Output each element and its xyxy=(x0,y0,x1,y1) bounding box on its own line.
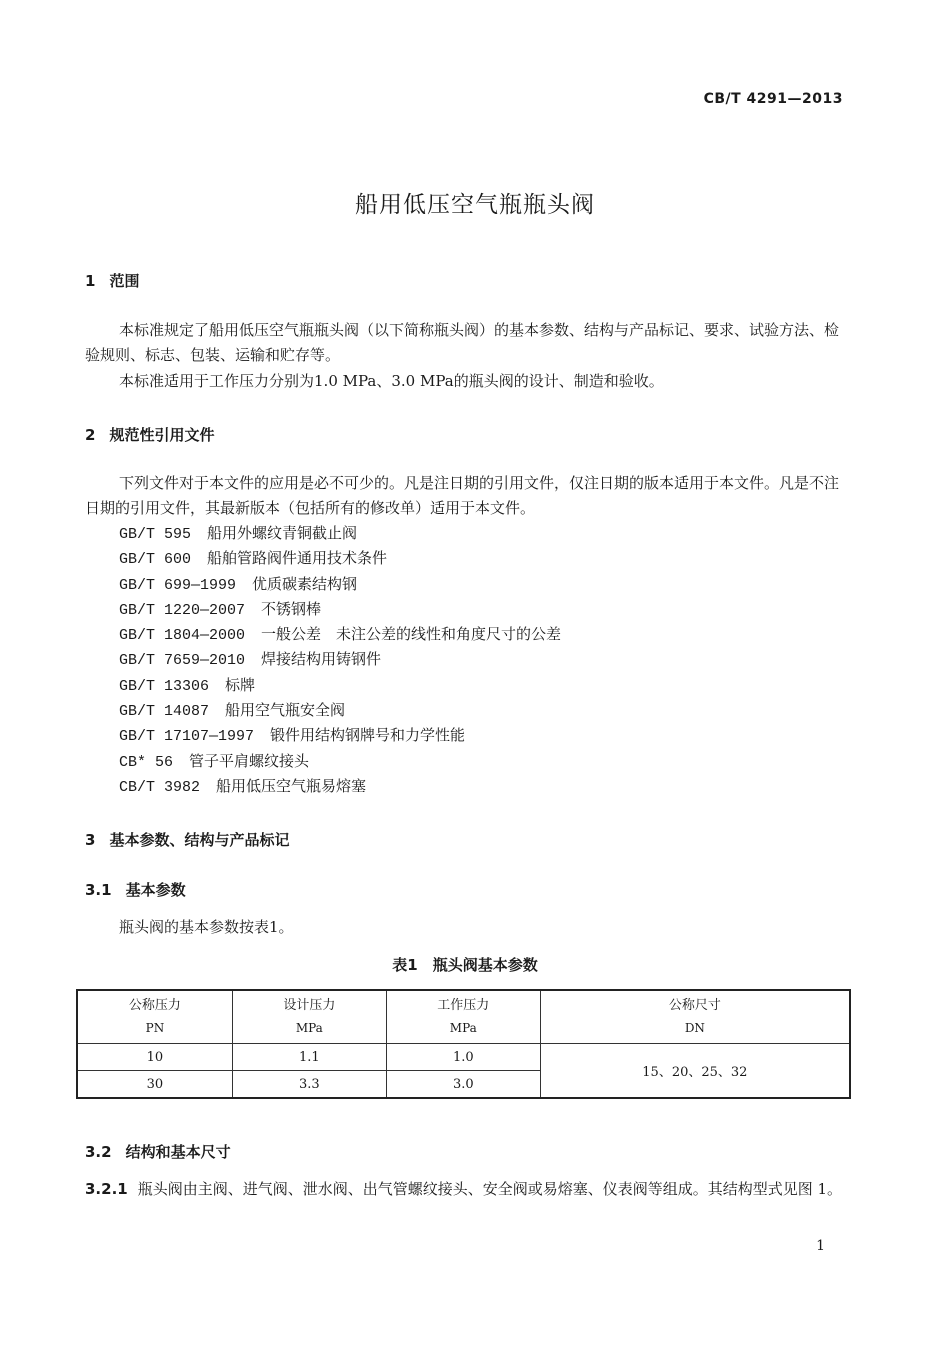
reference-code: GB/T 595 xyxy=(119,526,192,543)
header-unit: MPa xyxy=(449,1021,477,1035)
section-number: 2 xyxy=(85,426,96,444)
reference-item xyxy=(119,673,561,698)
header-unit: MPa xyxy=(295,1021,323,1035)
reference-item xyxy=(119,622,561,647)
table-cell-nominal-size-shared: 15、20、25、32 xyxy=(540,1044,850,1099)
reference-code: CB* 56 xyxy=(119,753,174,771)
section-title: 基本参数、结构与产品标记 xyxy=(109,831,290,849)
reference-code: GB/T 600 xyxy=(119,551,192,569)
reference-code: GB/T 17107—1997 xyxy=(119,728,255,746)
reference-title: 船舶管路阀件通用技术条件 xyxy=(207,549,388,568)
reference-code: GB/T 1220—2007 xyxy=(119,601,246,619)
header-label: 公称压力 xyxy=(128,998,181,1013)
clause-number: 3.2.1 xyxy=(85,1180,128,1198)
header-nominal-pressure xyxy=(77,990,232,1044)
section-number: 1 xyxy=(85,272,96,290)
header-label: 工作压力 xyxy=(437,998,490,1013)
section-number: 3 xyxy=(85,831,96,849)
reference-item xyxy=(119,774,561,799)
standard-code: CB/T 4291—2013 xyxy=(703,91,843,107)
page-number: 1 xyxy=(816,1238,825,1254)
reference-code: GB/T 13306 xyxy=(119,677,210,695)
reference-item xyxy=(119,546,561,571)
section-title: 规范性引用文件 xyxy=(109,426,215,444)
section-3-2-1-para xyxy=(85,1177,847,1202)
reference-title: 一般公差 未注公差的线性和角度尺寸的公差 xyxy=(261,625,562,644)
header-unit: DN xyxy=(684,1021,705,1035)
reference-title: 标牌 xyxy=(225,675,256,694)
table-row xyxy=(77,1044,850,1071)
table-1-basic-parameters xyxy=(76,989,851,1099)
reference-code: GB/T 1804—2000 xyxy=(119,627,246,645)
header-unit: PN xyxy=(145,1021,165,1035)
table-cell: 1.1 xyxy=(232,1044,386,1071)
table-cell: 3.0 xyxy=(386,1071,540,1099)
section-1-heading xyxy=(85,270,139,291)
section-2-intro: 下列文件对于本文件的应用是必不可少的。凡是注日期的引用文件，仅注日期的版本适用于本文件。凡是不注日期的引用文件，其最新版本（包括所有的修改单）适用于本文件。 xyxy=(85,474,840,517)
section-3-1-para: 瓶头阀的基本参数按表1。 xyxy=(119,918,294,936)
reference-title: 不锈钢棒 xyxy=(261,599,322,618)
section-1-para-1: 本标准规定了船用低压空气瓶瓶头阀（以下简称瓶头阀）的基本参数、结构与产品标记、要求、试验方法、检验规则、标志、包装、运输和贮存等。 xyxy=(85,321,840,364)
header-label: 公称尺寸 xyxy=(668,998,721,1013)
header-working-pressure xyxy=(386,990,540,1044)
reference-title: 锻件用结构钢牌号和力学性能 xyxy=(270,726,466,745)
section-title: 范围 xyxy=(109,272,140,290)
section-title: 基本参数 xyxy=(125,881,186,899)
reference-code: CB/T 3982 xyxy=(119,778,201,796)
section-3-2-heading xyxy=(85,1141,231,1162)
section-number: 3.1 xyxy=(85,881,112,899)
normative-references-list xyxy=(119,521,561,799)
section-title: 结构和基本尺寸 xyxy=(125,1143,231,1161)
reference-item xyxy=(119,597,561,622)
clause-text: 瓶头阀由主阀、进气阀、泄水阀、出气管螺纹接头、安全阀或易熔塞、仪表阀等组成。其结构型式见图 1。 xyxy=(137,1180,843,1198)
reference-title: 船用空气瓶安全阀 xyxy=(225,701,346,720)
table-cell: 10 xyxy=(77,1044,232,1071)
table-cell: 1.0 xyxy=(386,1044,540,1071)
section-2-heading xyxy=(85,424,214,445)
reference-code: GB/T 14087 xyxy=(119,703,210,721)
reference-item xyxy=(119,723,561,748)
reference-code: GB/T 699—1999 xyxy=(119,576,237,594)
section-number: 3.2 xyxy=(85,1143,112,1161)
reference-item xyxy=(119,521,561,546)
reference-title: 焊接结构用铸钢件 xyxy=(261,650,382,669)
section-3-1-heading xyxy=(85,879,186,900)
reference-item xyxy=(119,647,561,672)
reference-title: 优质碳素结构钢 xyxy=(252,574,358,593)
header-label: 设计压力 xyxy=(283,998,336,1013)
reference-title: 船用低压空气瓶易熔塞 xyxy=(216,776,367,795)
reference-item xyxy=(119,572,561,597)
table-header-row xyxy=(77,990,850,1044)
reference-title: 管子平肩螺纹接头 xyxy=(189,751,310,770)
reference-code: GB/T 7659—2010 xyxy=(119,652,246,670)
reference-title: 船用外螺纹青铜截止阀 xyxy=(207,524,358,542)
reference-item xyxy=(119,749,561,774)
reference-item xyxy=(119,698,561,723)
header-design-pressure xyxy=(232,990,386,1044)
document-title: 船用低压空气瓶瓶头阀 xyxy=(355,192,595,218)
section-1-para-2: 本标准适用于工作压力分别为1.0 MPa、3.0 MPa的瓶头阀的设计、制造和验收。 xyxy=(119,372,664,390)
table-cell: 3.3 xyxy=(232,1071,386,1099)
header-nominal-size xyxy=(540,990,850,1044)
section-3-heading xyxy=(85,829,289,850)
table-cell: 30 xyxy=(77,1071,232,1099)
table-1-caption: 表1 瓶头阀基本参数 xyxy=(392,956,538,974)
